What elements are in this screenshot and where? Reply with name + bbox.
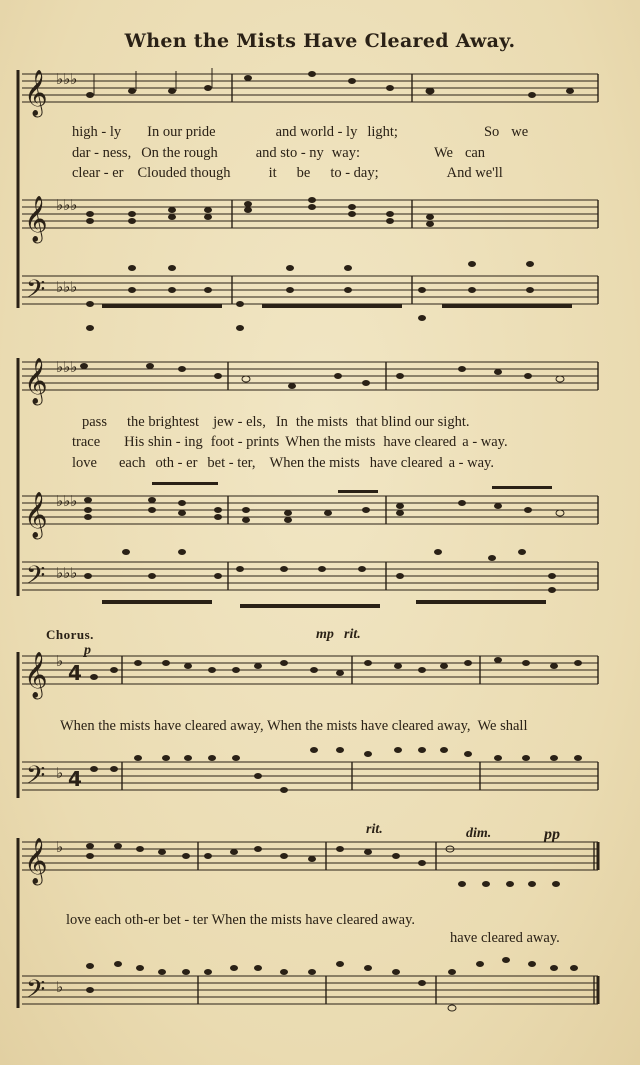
lyric-word: pass [82,414,107,430]
system-2-verse-1 [82,414,582,431]
lyric-word: When the mists [269,455,360,471]
lyric-word: On the rough [141,145,218,161]
lyric-word: way: [331,145,360,161]
lyric-word: high - ly [72,124,122,140]
system-1-treble-staff [22,68,602,118]
lyric-word: When the mists [285,434,376,450]
key-signature-flats: ♭♭♭ [56,278,78,296]
system-2-treble-staff [22,356,602,406]
lyric-word: oth - er [155,455,198,471]
lyric-word: jew - els, [213,414,266,430]
key-signature-flats: ♭♭♭ [56,492,78,510]
lyric-word: and world - ly [275,124,358,140]
key-signature-flats: ♭♭♭ [56,358,78,376]
lyric-word: and sto - ny [255,145,324,161]
key-signature-flats: ♭ [56,978,64,996]
bass-clef-icon: 𝄢 [26,761,46,796]
system-4-bass-staff [22,962,602,1032]
lyric-word: So [483,124,500,140]
system-1-verse-1 [72,124,582,141]
lyric-word: We [433,145,453,161]
bass-clef-icon: 𝄢 [26,561,46,596]
system-2-brace [14,358,24,598]
system-1-brace [14,70,24,310]
chorus-label: Chorus. [46,627,94,642]
lyric-word: a - way. [462,434,508,450]
dynamic-dim: dim. [466,826,492,841]
treble-clef-icon: 𝄞 [24,196,48,242]
lyric-word: each [118,455,146,471]
lyric-word: dar - ness, [72,145,132,161]
treble-clef-icon: 𝄞 [24,70,48,116]
system-2-bass-staff [22,548,602,618]
system-3-lyric: When the mists have cleared away, When the mists have cleared away, We shall [60,718,528,734]
time-signature: 4 [68,661,82,685]
key-signature-flats: ♭♭♭ [56,196,78,214]
lyric-word: foot - prints [210,434,280,450]
lyric-word: we [511,124,529,140]
staff-lines [22,74,598,102]
treble-clef-icon: 𝄞 [24,652,48,698]
tempo-rit: rit. [366,822,383,837]
system-4-lyric: love each oth-er bet - ter When the mists have cleared away. [66,912,416,928]
hymn-title: When the Mists Have Cleared Away. [124,30,516,52]
system-2-verse-2 [72,434,582,451]
notes [86,68,574,98]
lyric-word: love [72,455,97,471]
system-1-bass-staff [22,262,602,342]
lyric-word: clear - er [72,165,124,181]
dynamic-mp: mp [316,627,334,642]
lyric-word: His shin - ing [124,434,203,450]
dynamic-pp: pp [544,826,560,843]
treble-clef-icon: 𝄞 [24,358,48,404]
lyric-word: light; [367,124,398,140]
lyric-word: the mists [295,414,348,430]
bass-clef-icon: 𝄢 [26,275,46,310]
system-2-alto-staff [22,488,602,538]
lyric-word: Clouded though [137,165,231,181]
system-2-verse-3 [72,455,582,472]
lyric-word: to - day; [330,165,379,181]
system-1-verse-3 [72,165,582,182]
key-signature-flats: ♭ [56,652,64,670]
lyric-word: the brightest [126,414,200,430]
system-3-bass-staff [22,748,602,808]
system-4-brace [14,838,24,1018]
treble-clef-icon: 𝄞 [24,838,48,884]
bass-clef-icon: 𝄢 [26,975,46,1010]
lyric-word: have cleared [369,455,443,471]
time-signature: 4 [68,767,82,791]
tempo-rit: rit. [344,627,361,642]
dynamic-p: p [84,643,91,658]
system-1-alto-staff [22,192,602,242]
lyric-word: be [296,165,311,181]
key-signature-flats: ♭♭♭ [56,564,78,582]
lyric-word: that blind our sight. [355,414,470,430]
key-signature-flats: ♭ [56,764,64,782]
lyric-word: In [275,414,288,430]
key-signature-flats: ♭ [56,838,64,856]
key-signature-flats: ♭♭♭ [56,70,78,88]
system-4-lyric-alt: have cleared away. [450,930,560,946]
lyric-word: trace [72,434,101,450]
lyric-word: And we'll [446,165,503,181]
system-3-brace [14,652,24,802]
system-1-verse-2 [72,145,582,162]
lyric-word: it [268,165,277,181]
lyric-word: a - way. [448,455,494,471]
lyric-word: have cleared [383,434,457,450]
lyric-word: In our pride [147,124,216,140]
lyric-word: can [464,145,486,161]
system-4-treble-staff [22,836,602,896]
system-3-treble-staff [22,650,602,700]
lyric-word: bet - ter, [207,455,256,471]
treble-clef-icon: 𝄞 [24,492,48,538]
